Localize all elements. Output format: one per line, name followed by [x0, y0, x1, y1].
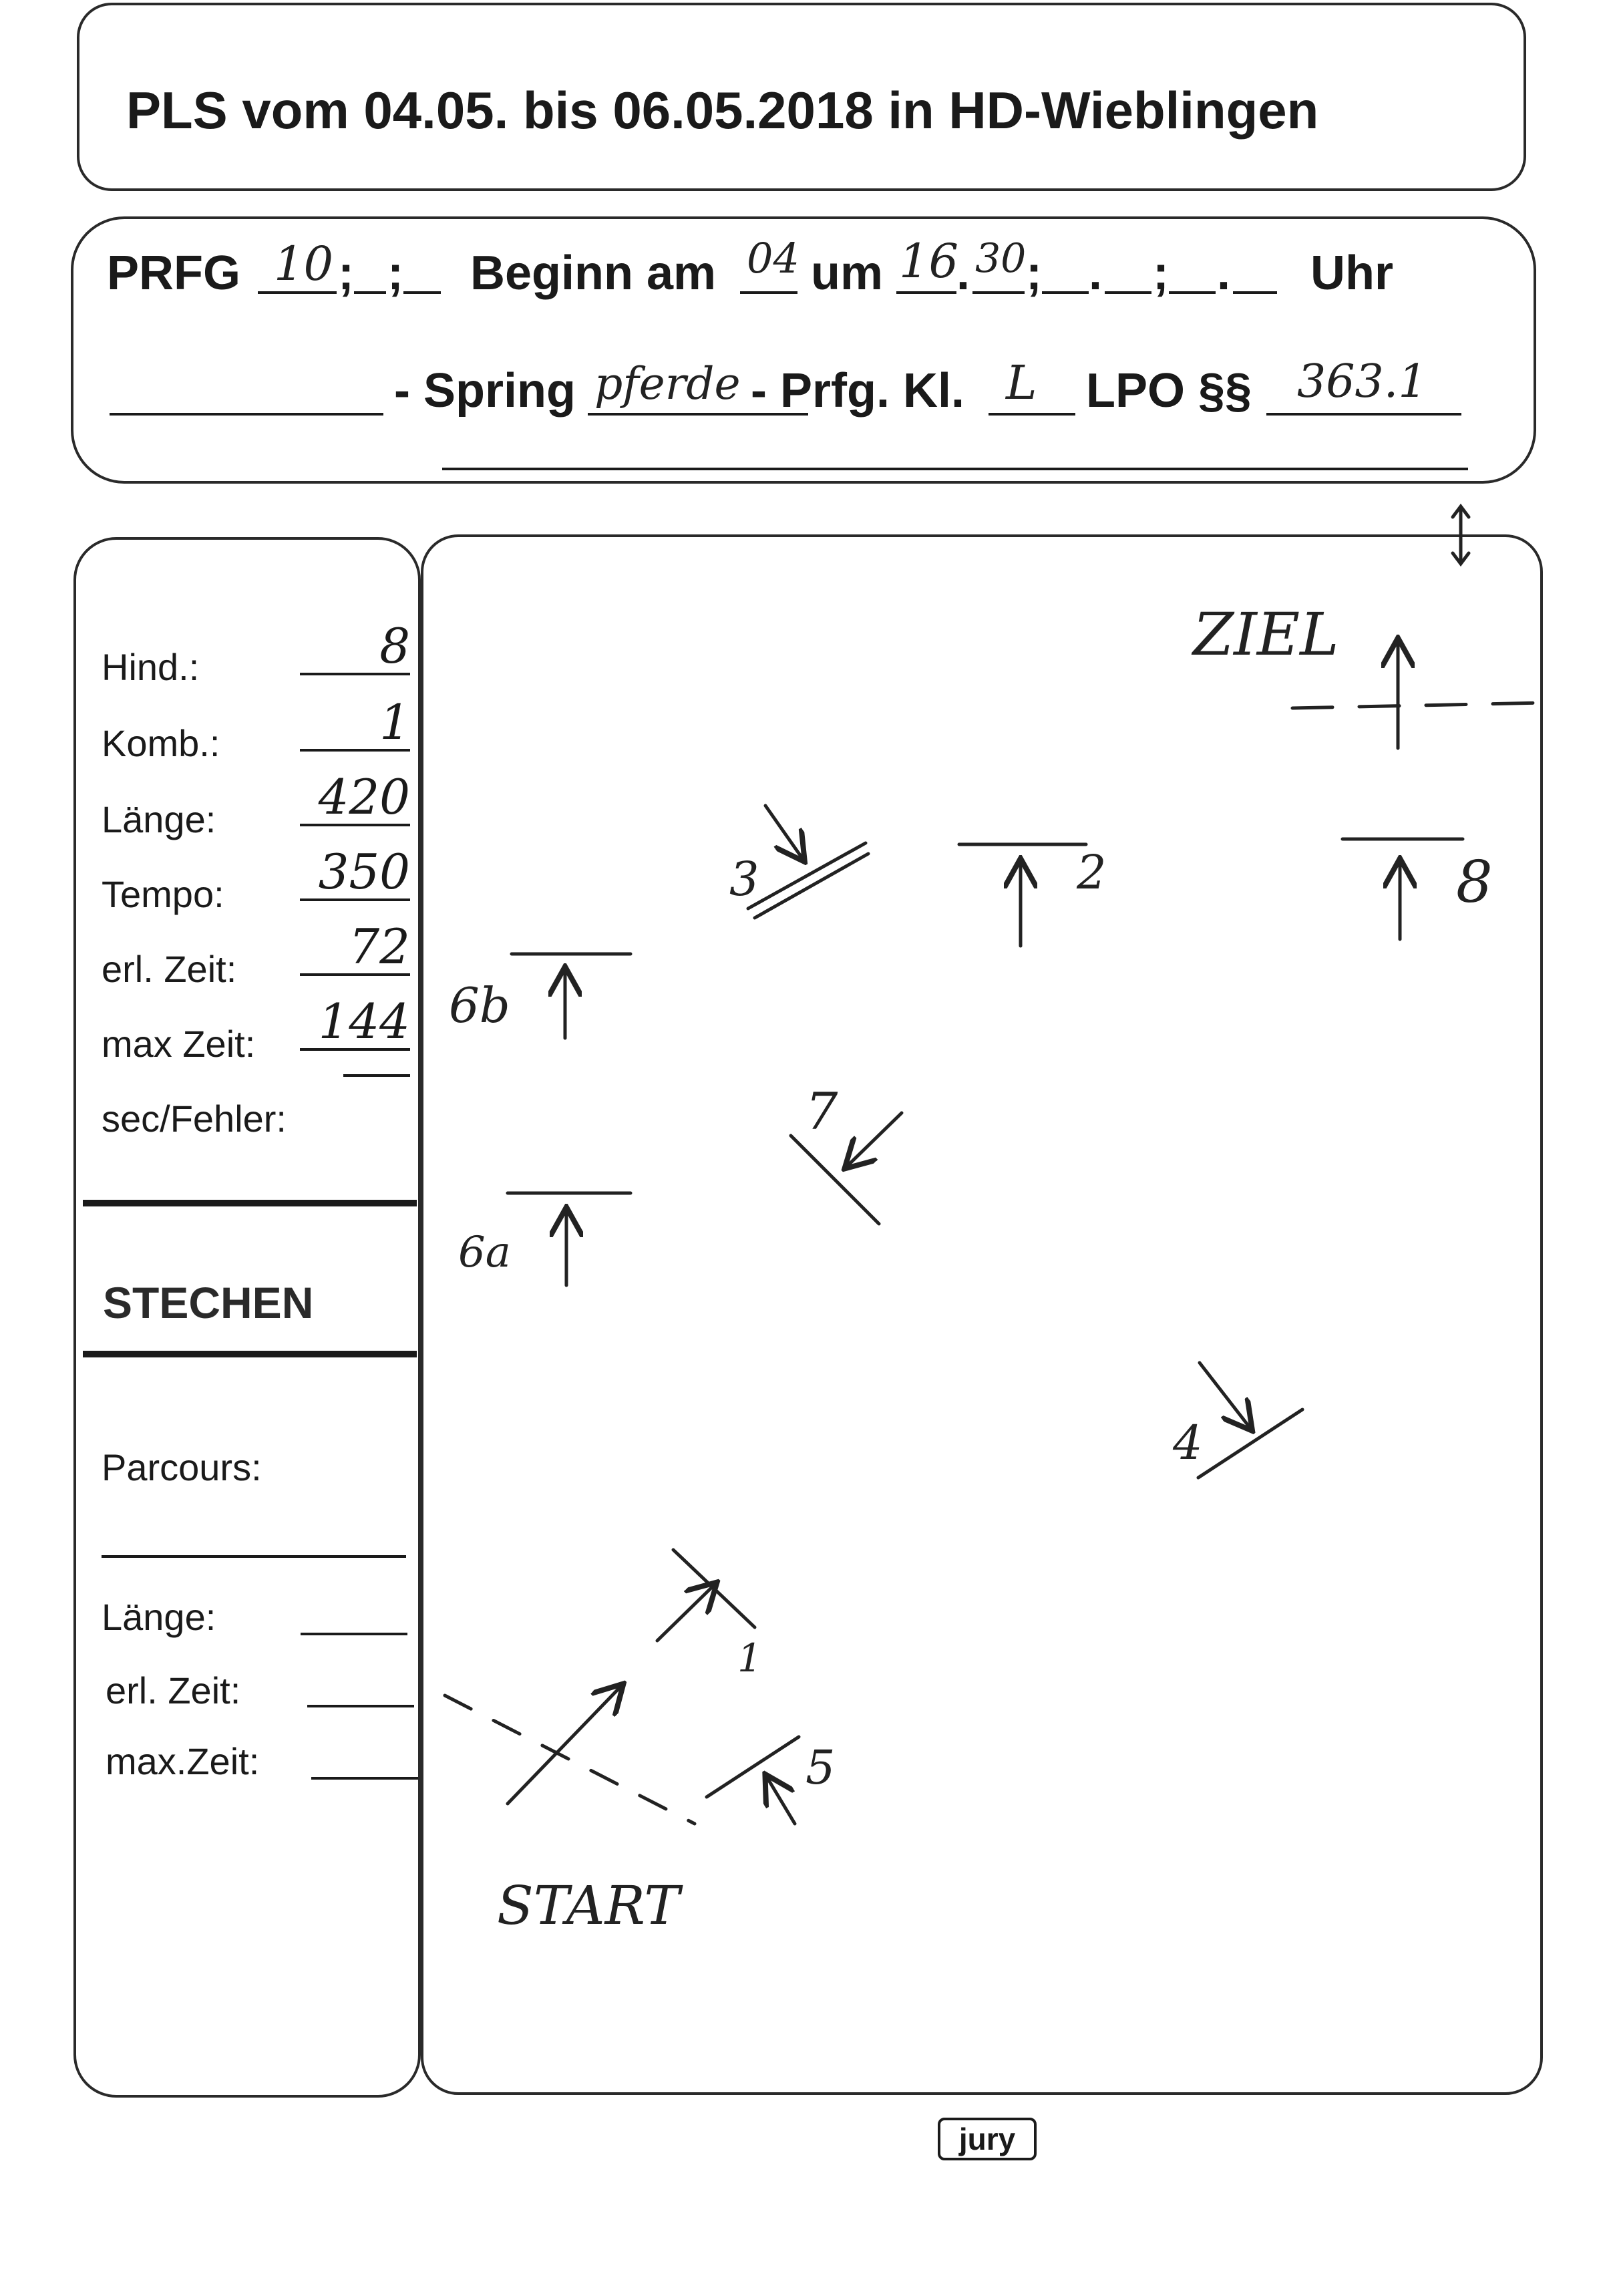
lpo-value: 363.1 [1297, 355, 1427, 408]
field-label: Komb.: [102, 722, 220, 764]
field-label: Länge: [102, 798, 216, 840]
uhr-label: Uhr [1310, 247, 1393, 300]
field-label: max.Zeit: [106, 1740, 260, 1782]
start-label: START [497, 1874, 680, 1937]
page-title: PLS vom 04.05. bis 06.05.2018 in HD-Wieblingen [126, 81, 1319, 140]
beginn-label: Beginn am [470, 247, 717, 300]
prfg-number: 10 [274, 236, 334, 291]
obstacle-7-arrow [847, 1113, 902, 1166]
start-arrow [508, 1686, 621, 1804]
obstacle-3-arrow [765, 806, 803, 859]
field-label: Hind.: [102, 646, 200, 688]
obstacle-label-6a: 6a [458, 1228, 511, 1277]
obstacle-label-2: 2 [1077, 845, 1107, 900]
field-value: 144 [300, 995, 410, 1051]
separator-4: ; [1153, 247, 1169, 300]
time-min: 30 [975, 235, 1027, 282]
spring-suffix: pferde [594, 358, 741, 409]
um-label: um [811, 247, 883, 300]
spring-label: - Spring [394, 364, 576, 418]
lpo-label: LPO §§ [1086, 364, 1252, 418]
time2-dot: . [1089, 247, 1103, 300]
obstacle-5-bar [707, 1737, 799, 1797]
beginn-day: 04 [747, 234, 799, 283]
obstacle-3-bar-a [748, 843, 866, 909]
obstacle-1-arrow [657, 1585, 715, 1641]
obstacle-label-8: 8 [1456, 849, 1493, 916]
obstacle-label-7: 7 [806, 1082, 838, 1141]
time-hour: 16 [899, 234, 959, 289]
separator-2: ; [387, 247, 403, 300]
jury-stamp: jury [938, 2118, 1037, 2160]
field-label: sec/Fehler: [102, 1098, 287, 1140]
prfg-label: PRFG [107, 247, 241, 300]
time-dot: . [956, 247, 970, 300]
field-value: 420 [300, 771, 410, 826]
obstacle-label-4: 4 [1173, 1416, 1203, 1470]
start-line [445, 1695, 695, 1824]
field-label: erl. Zeit: [106, 1669, 241, 1711]
time3-dot: . [1217, 247, 1231, 300]
field-label: Länge: [102, 1596, 216, 1638]
field-label: max Zeit: [102, 1023, 256, 1065]
finish-line [1292, 703, 1543, 708]
ziel-label: ZIEL [1193, 600, 1339, 669]
field-label: Tempo: [102, 873, 224, 915]
obstacle-4-bar [1198, 1410, 1302, 1478]
separator-3: ; [1026, 247, 1042, 300]
obstacle-label-3: 3 [729, 852, 759, 907]
field-label: erl. Zeit: [102, 948, 237, 990]
field-value: 8 [300, 620, 410, 675]
klasse-value: L [1006, 355, 1037, 410]
obstacle-1-bar [673, 1550, 755, 1627]
field-value: 72 [300, 921, 410, 976]
obstacle-5-arrow [767, 1777, 795, 1824]
separator-1: ; [338, 247, 354, 300]
obstacle-label-1: 1 [737, 1635, 762, 1681]
field-value: 350 [300, 846, 410, 901]
obstacle-label-6b: 6b [449, 977, 510, 1033]
field-label: Parcours: [102, 1446, 262, 1488]
obstacle-label-5: 5 [806, 1740, 836, 1795]
stechen-title: STECHEN [103, 1278, 314, 1327]
field-value: 1 [300, 696, 410, 752]
obstacle-3-bar-b [755, 854, 868, 918]
klasse-label: - Prfg. Kl. [751, 364, 964, 418]
obstacle-4-arrow [1200, 1363, 1250, 1428]
